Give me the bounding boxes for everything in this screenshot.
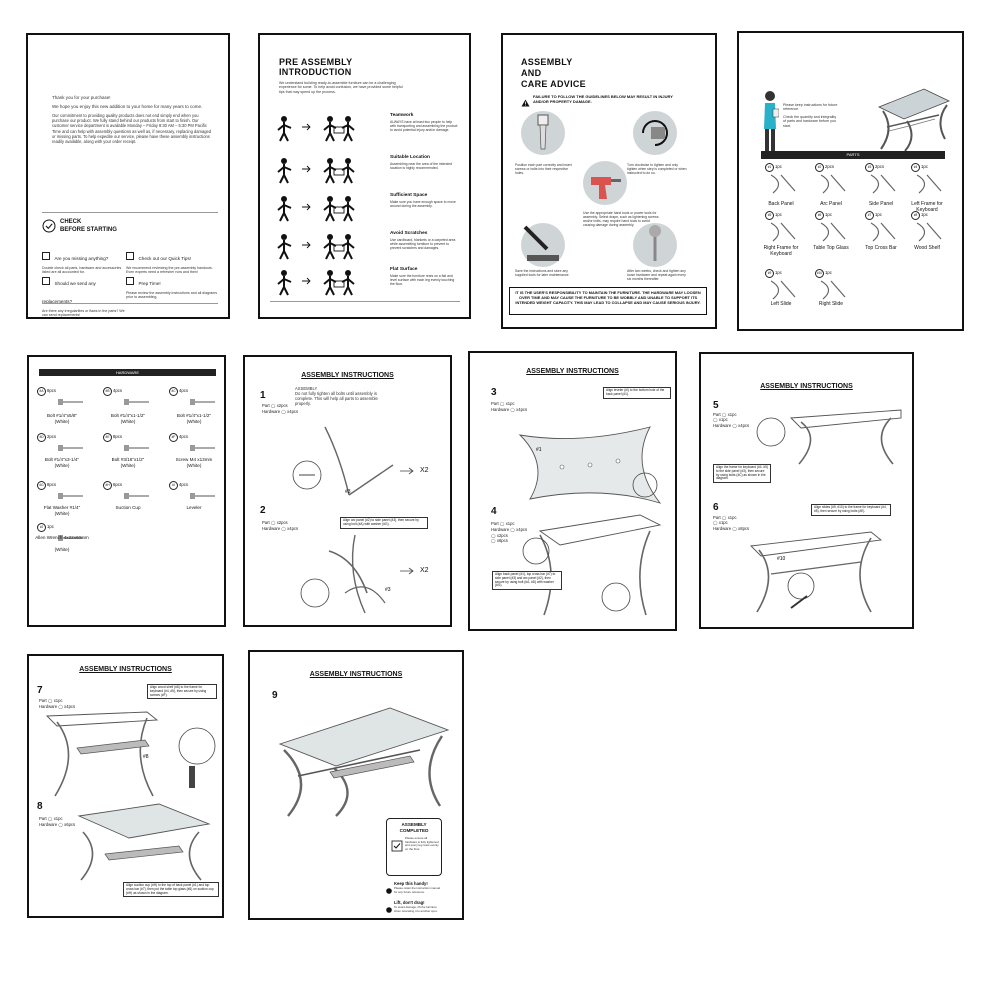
part-drawing-icon — [767, 173, 801, 195]
part-qty-text: 2pcs — [875, 164, 885, 169]
hardware-quantity — [169, 433, 188, 442]
hardware-sublabel: (White) — [186, 419, 202, 424]
part-drawing-icon — [817, 221, 851, 243]
warning-icon — [521, 94, 530, 102]
hardware-label: Allen Wrench 4x22x60mm — [35, 535, 89, 540]
divider — [42, 303, 218, 304]
finished-desk-illustration — [270, 702, 460, 818]
step-hardware: Hardware ◯ x4pcs — [39, 704, 76, 709]
checklist-item — [42, 272, 126, 318]
part-label: Side Panel — [868, 201, 894, 207]
part-quantity — [815, 163, 834, 172]
step-number: 3 — [491, 387, 497, 398]
hardware-badge-icon: ◯ x4pcs — [58, 704, 76, 709]
part-badge-icon: ◯ x1pc ◯ x1pc — [713, 412, 737, 423]
step-number: 5 — [713, 400, 719, 411]
part-quantity — [765, 269, 782, 278]
page-title: ASSEMBLY INSTRUCTIONS — [526, 368, 619, 375]
part-qty-text: 1pc — [775, 270, 782, 275]
tip-illustration-icon — [274, 113, 370, 143]
tip-row — [274, 231, 464, 265]
checklist-item-title: Check out our Quick Tips! — [138, 256, 192, 261]
part-quantity — [865, 211, 882, 220]
step-hardware: Hardware ◯ x8pcs — [713, 526, 750, 531]
hardware-quantity — [103, 433, 122, 442]
checklist-item-title: Prep Time! — [138, 281, 161, 286]
hardware-quantity — [37, 523, 54, 532]
hardware-qty-text: 4pcs — [179, 434, 189, 439]
step-8-diagram — [59, 802, 219, 882]
intro-line-1: Thank you for your purchase! — [52, 95, 111, 100]
page-title: ASSEMBLY INSTRUCTIONS — [79, 666, 172, 673]
part-code-badge: #5 — [765, 211, 774, 220]
part-quantity — [865, 163, 884, 172]
checkbox-icon — [42, 252, 50, 260]
part-label: Left Slide — [770, 301, 792, 307]
page-title: PRE ASSEMBLY — [279, 57, 353, 67]
hardware-quantity — [103, 481, 122, 490]
part-qty-text: 2pcs — [825, 164, 835, 169]
step-number: 9 — [272, 690, 278, 701]
part-badge-icon: ◯ x1pc ◯ x1pc — [713, 515, 737, 526]
part-badge-icon: ◯ x2pcs — [270, 403, 288, 408]
hardware-badge-icon: ◯ x4pcs — [281, 526, 299, 531]
checklist-item-body: Are there any irregularities or flaws in the parts? We can send replacements! — [42, 309, 125, 318]
care-tip-text: Turn clockwise to tighten and only tighten when step is completed or when instructed to do so. — [627, 163, 687, 176]
tip-illustration-icon — [274, 231, 370, 261]
hardware-sublabel: (White) — [120, 419, 136, 424]
quantity-x2: X2 — [420, 467, 429, 474]
part-label: Arc Panel — [820, 201, 842, 207]
part-quantity — [911, 211, 928, 220]
hardware-qty-text: 6pcs — [113, 482, 123, 487]
hardware-drawing-icon — [189, 491, 219, 501]
hardware-badge-icon: ◯ x4pcs ◯ x2pcs ◯ x6pcs — [491, 527, 528, 543]
divider — [42, 212, 218, 213]
step-4-diagram — [520, 511, 670, 623]
hardware-badge-icon: ◯ x8pcs — [732, 526, 750, 531]
part-qty-text: 1pc — [775, 212, 782, 217]
step-hardware: Hardware ◯ x4pcs ◯ x2pcs ◯ x6pcs — [491, 527, 528, 543]
checklist-item-title: Should we send any replacements? — [42, 281, 96, 304]
part-code-badge: #6 — [815, 211, 824, 220]
turn-icon — [631, 109, 679, 157]
svg-text:#8: #8 — [143, 754, 149, 760]
check-title: CHECK — [60, 219, 82, 225]
checklist-item-body: We recommend reviewing the pre-assembly handouts. Even experts need a refresher now and then! — [126, 266, 213, 275]
tip-body: Make sure you have enough space to move around during the assembly. — [390, 200, 456, 209]
hardware-label: Screw M4 x13mm — [175, 457, 213, 462]
tip-lift-title: Lift, don't drag! — [394, 900, 425, 905]
hardware-code-badge: #H — [103, 481, 112, 490]
part-quantity — [765, 211, 782, 220]
tip-title: Avoid Scratches — [390, 231, 428, 236]
note-check-quantity: Check the quantity and integrality of parts and hardware before you start. — [783, 115, 837, 128]
screw-icon — [519, 109, 567, 157]
step-7-callout: Align wood shelf (#8) to the frame for keyboard (#4, #5), then secure by using screws (#F). — [147, 684, 217, 699]
page-parts — [737, 31, 964, 331]
svg-text:#3: #3 — [385, 587, 391, 593]
step-number: 7 — [37, 685, 43, 696]
page-assembly-steps-1-2 — [243, 355, 452, 627]
step-number: 2 — [260, 505, 266, 516]
hardware-badge-icon: ◯ x4pcs — [732, 423, 750, 428]
part-code-badge: #9 — [765, 269, 774, 278]
hardware-bar: HARDWARE — [39, 369, 216, 376]
responsibility-notice: IT IS THE USER'S RESPONSIBILITY TO MAINTAIN THE FURNITURE. THE HARDWARE MAY LOOSEN OVER TIME AND MAY CAUSE THE FURNITURE TO BE WOBBLY AND UNABLE TO SUPPORT ITS INTENDED WEIGHT CAPACITY. THIS MAY LEAD TO COLLAPSE AND MAY CAUSE SERIOUS INJURY. — [509, 287, 707, 315]
hardware-qty-text: 2pcs — [47, 434, 57, 439]
step-parts: Part ◯ x1pc — [491, 521, 515, 526]
tip-row — [274, 193, 464, 227]
step-hardware: Hardware ◯ x4pcs — [262, 526, 299, 531]
tip-row — [274, 155, 464, 189]
hardware-quantity — [169, 481, 188, 490]
page-title: ASSEMBLY INSTRUCTIONS — [760, 383, 853, 390]
parts-bar: PARTS — [761, 151, 945, 159]
checkbox-icon — [42, 277, 50, 285]
checklist-item — [42, 247, 126, 275]
tip-row — [274, 113, 464, 147]
hardware-label: Leveler — [186, 505, 202, 510]
step-parts — [262, 403, 288, 409]
hardware-label: Hardware — [262, 409, 281, 414]
checklist-item — [126, 272, 218, 300]
page-title-line-2: AND — [521, 68, 542, 78]
part-badge-icon: ◯ x2pcs — [270, 520, 288, 525]
hardware-label: Flat Washer #1/4" — [43, 505, 81, 510]
svg-text:#1: #1 — [536, 447, 542, 453]
step-2-diagram — [285, 533, 445, 625]
part-badge-icon: ◯ x1pc — [499, 401, 515, 406]
step-5-diagram — [751, 408, 911, 466]
page-assembly-steps-5-6 — [699, 352, 914, 629]
step-number: 4 — [491, 506, 497, 517]
care-tip-text: Save the instructions and store any supplied tools for later maintenance. — [515, 269, 570, 278]
tip-body: Make sure the furniture rests on a flat and level surface with each leg evenly touching the floor. — [390, 274, 455, 287]
part-label: Top Cross Bar — [865, 245, 897, 251]
hardware-sublabel: (White) — [54, 463, 70, 468]
part-label: Right Slide — [818, 301, 844, 307]
checklist-item-body: Please review the assembly instructions and all diagrams prior to assembling. — [126, 291, 218, 300]
hardware-code-badge: #I — [169, 481, 178, 490]
hardware-sublabel: (White) — [120, 463, 136, 468]
care-tip-text: Position each part correctly and insert screws or bolts into their respective holes. — [515, 163, 572, 176]
part-quantity — [815, 269, 832, 278]
step-parts: Part ◯ x2pcs — [262, 520, 288, 525]
care-tip-text: After two weeks, check and tighten any loose hardware and repeat again every six months thereafter. — [627, 269, 686, 282]
part-drawing-icon — [913, 173, 947, 195]
hardware-drawing-icon — [123, 397, 153, 407]
parts-label: Part — [262, 403, 270, 408]
quantity-x2: X2 — [420, 567, 429, 574]
assembly-completed-box — [386, 818, 442, 876]
part-label: Table Top Glass — [813, 245, 849, 251]
page-title: ASSEMBLY INSTRUCTIONS — [309, 671, 403, 678]
hardware-code-badge: #C — [169, 387, 178, 396]
tip-body: Use cardboard, blankets or a carpeted area while assembling furniture to prevent to prevent scratches and damages. — [390, 238, 456, 251]
hardware-badge-icon: ◯ x4pcs — [510, 407, 528, 412]
hardware-qty-text: 1pc — [47, 524, 54, 529]
step-5-callout: Align the frame for keyboard (#4, #5) to the side panel (#3), then secure by using bolts (#C) as shown in the diagram. — [713, 464, 771, 483]
part-code-badge: #10 — [815, 269, 824, 278]
step-2-callout: Align arc panel (#2) to side panel (#3), then secure by using bolt (#A) with washer (#G). — [340, 517, 428, 529]
page-title: ASSEMBLY — [521, 57, 573, 67]
step-number: 6 — [713, 502, 719, 513]
tip-title: Suitable Location — [390, 155, 430, 160]
hardware-qty-text: 8pcs — [47, 482, 57, 487]
page-assembly-steps-3-4 — [468, 351, 677, 631]
part-label: Right Frame for Keyboard — [763, 245, 799, 257]
tip-illustration-icon — [274, 155, 370, 185]
tip-keep-handy-body: Please retain the instruction manual for any future reference. — [394, 886, 440, 894]
hardware-label: Bolt #1/4"x3-1/4" — [44, 457, 80, 462]
part-drawing-icon — [767, 221, 801, 243]
tip-lift-body: To avoid damage, lift the furniture when relocating it to another spot. — [394, 905, 438, 913]
note-keep-instructions: Please keep instructions for future reference. — [783, 103, 838, 112]
wrench-icon — [519, 221, 567, 269]
page-title-line-2: INTRODUCTION — [279, 67, 352, 77]
part-code-badge: #3 — [865, 163, 874, 172]
step-1-diagram — [285, 417, 445, 509]
step-6-callout: Align slides (#9, #10) to the frame for keyboard (#4, #5), then secure by using bolts (#E). — [811, 504, 891, 516]
tip-title: Teamwork — [390, 113, 414, 118]
hardware-qty-text: 4pcs — [113, 388, 123, 393]
step-hardware — [262, 409, 298, 415]
check-circle-icon — [42, 219, 56, 233]
part-badge-icon: ◯ x1pc — [47, 816, 63, 821]
hardware-code-badge: #A — [37, 387, 46, 396]
hardware-code-badge: #J — [37, 523, 46, 532]
drill-icon — [581, 159, 629, 207]
divider — [270, 301, 460, 302]
part-qty-text: 1pc — [921, 164, 928, 169]
part-code-badge: #1 — [765, 163, 774, 172]
hardware-quantity — [103, 387, 122, 396]
step-hardware: Hardware ◯ x6pcs — [39, 822, 76, 827]
page-hardware — [27, 355, 226, 627]
step-parts: Part ◯ x1pc — [491, 401, 515, 406]
page-assembly-steps-7-8 — [27, 654, 224, 918]
part-code-badge: #2 — [815, 163, 824, 172]
hardware-drawing-icon — [189, 443, 219, 453]
part-code-badge: #8 — [911, 211, 920, 220]
tip-title: Flat Surface — [390, 267, 418, 272]
hardware-drawing-icon — [189, 397, 219, 407]
step-3-diagram — [510, 405, 675, 505]
part-drawing-icon — [913, 221, 947, 243]
hardware-code-badge: #B — [103, 387, 112, 396]
part-drawing-icon — [767, 279, 801, 301]
part-drawing-icon — [817, 173, 851, 195]
part-qty-text: 1pc — [921, 212, 928, 217]
page-assembly-step-9 — [248, 650, 464, 920]
tip-row — [274, 267, 464, 301]
page-care-advice — [501, 33, 717, 329]
intro-line-2: We hope you enjoy this new addition to your home for many years to come. — [52, 104, 203, 109]
hardware-quantity — [37, 387, 56, 396]
hardware-qty-text: 8pcs — [113, 434, 123, 439]
intro-paragraph: Our commitment to providing quality products does not end simply end when you purchase our product. We fully stand behind our products from start to finish. Our customer service department is available Monday – Friday 8:30 AM – 5:30 PM Pacific Time and can help with assembly questions as well as, if necessary, replacing damaged or missing parts. To help expedite our service, please have these assembly instructions readily available, along with your order receipt. — [52, 113, 212, 145]
part-code-badge: #4 — [911, 163, 920, 172]
tip-body: Assembling near the area of the intended location is highly recommended. — [390, 162, 453, 171]
step-1-text: ASSEMBLY Do not fully tighten all bolts until assembly is complete. This will help all parts to assemble properly. — [295, 386, 378, 406]
completed-text: Please ensure all hardware is fully tightened and every leg rests evenly on the floor. — [405, 836, 439, 851]
tip-title: Sufficient Space — [390, 193, 428, 198]
step-hardware: Hardware ◯ x4pcs — [491, 407, 528, 412]
step-3-callout: Align leveler (#I) to the bottom hole of the back panel (#1). — [603, 387, 671, 399]
hardware-drawing-icon — [57, 397, 87, 407]
part-quantity — [765, 163, 782, 172]
hardware-drawing-icon — [123, 491, 153, 501]
part-qty-text: 1pc — [875, 212, 882, 217]
hardware-code-badge: #D — [37, 433, 46, 442]
part-drawing-icon — [867, 221, 901, 243]
tip-illustration-icon — [274, 193, 370, 223]
step-6-diagram — [731, 516, 906, 616]
desk-illustration — [869, 81, 951, 153]
part-drawing-icon — [817, 279, 851, 301]
step-number: 8 — [37, 801, 43, 812]
check-icon — [631, 221, 679, 269]
hardware-label: Bolt #1/4"x5/8" — [46, 413, 78, 418]
step-7-diagram — [37, 708, 222, 800]
check-subtitle: BEFORE STARTING — [60, 227, 117, 233]
step-4-callout: Align back panel (#1), top cross bar (#7) to side panel (#3) and arc panel (#2), then secure by using bolt (#A, #D) with washer (#G). — [492, 571, 562, 590]
checklist-item — [126, 247, 218, 275]
hardware-label: Bolt #3/16"x1/2" — [111, 457, 145, 462]
check-circle-icon — [391, 839, 403, 851]
hardware-label: Bolt #1/4"x1-1/2" — [110, 413, 146, 418]
hardware-sublabel: (White) — [54, 547, 70, 552]
part-quantity — [815, 211, 832, 220]
checkbox-icon — [126, 277, 134, 285]
part-qty-text: 1pc — [825, 270, 832, 275]
checklist-item-body: Double check all parts, hardware and accessories listed are all accounted for. — [42, 266, 122, 275]
hardware-sublabel: (White) — [54, 511, 70, 516]
warning-text: FAILURE TO FOLLOW THE GUIDELINES BELOW MAY RESULT IN INJURY AND/OR PROPERTY DAMAGE. — [533, 94, 673, 104]
step-parts: Part ◯ x1pc — [39, 698, 63, 703]
part-drawing-icon — [867, 173, 901, 195]
hardware-badge-icon: ◯ x4pcs — [281, 409, 299, 414]
hardware-code-badge: #F — [169, 433, 178, 442]
page-pre-assembly — [258, 33, 471, 319]
svg-text:#3: #3 — [345, 489, 351, 495]
info-icon — [386, 900, 392, 906]
hardware-sublabel: (White) — [54, 419, 70, 424]
step-parts: Part ◯ x1pc ◯ x1pc — [713, 515, 737, 526]
hardware-qty-text: 4pcs — [179, 482, 189, 487]
hardware-quantity — [37, 433, 56, 442]
svg-text:#10: #10 — [777, 556, 786, 562]
part-badge-icon: ◯ x1pc — [499, 521, 515, 526]
step-parts: Part ◯ x1pc ◯ x1pc — [713, 412, 737, 423]
part-label: Left Frame for Keyboard — [911, 201, 943, 213]
hardware-drawing-icon — [57, 491, 87, 501]
step-number: 1 — [260, 390, 266, 401]
part-qty-text: 1pc — [775, 164, 782, 169]
part-qty-text: 1pc — [825, 212, 832, 217]
hardware-code-badge: #E — [103, 433, 112, 442]
tip-illustration-icon — [274, 267, 370, 297]
hardware-code-badge: #G — [37, 481, 46, 490]
hardware-quantity — [169, 387, 188, 396]
completed-title: ASSEMBLY COMPLETED — [399, 822, 429, 833]
page-title-line-3: CARE ADVICE — [521, 79, 586, 89]
hardware-quantity — [37, 481, 56, 490]
page-title: ASSEMBLY INSTRUCTIONS — [301, 372, 394, 379]
hardware-qty-text: 4pcs — [179, 388, 189, 393]
tip-keep-handy-title: Keep this handy! — [394, 881, 428, 886]
intro-text: We understand building ready-to-assemble furniture can be a challenging experience for some. To help avoid confusion, we have provided some helpful tips that may speed up the process. — [279, 81, 403, 94]
step-parts: Part ◯ x1pc — [39, 816, 63, 821]
hardware-sublabel: (White) — [186, 463, 202, 468]
care-tip-text: Use the appropriate hand tools or power tools for assembly. Select drape, such as lightening screws and/or bolts, may require hand tools to avoid causing damage during assembly. — [583, 211, 659, 228]
tip-body: ALWAYS have at least two people to help with transporting and assembling the product to avoid potential injury and/or damage. — [390, 120, 458, 133]
hardware-drawing-icon — [123, 443, 153, 453]
part-label: Wood Shelf — [914, 245, 940, 251]
info-icon — [386, 881, 392, 887]
page-thank-you — [26, 33, 230, 319]
part-quantity — [911, 163, 928, 172]
step-hardware: Hardware ◯ x4pcs — [713, 423, 750, 428]
part-badge-icon: ◯ x1pc — [47, 698, 63, 703]
hardware-drawing-icon — [57, 443, 87, 453]
hardware-label: Suction Cup — [115, 505, 141, 510]
hardware-badge-icon: ◯ x6pcs — [58, 822, 76, 827]
part-label: Back Panel — [768, 201, 794, 207]
part-code-badge: #7 — [865, 211, 874, 220]
checklist-item-title: Are you missing anything? — [54, 256, 109, 261]
step-8-callout: Align suction cup (#H) to the top of back panel (#1) and top cross bar (#7), then put the table top glass (#6) on suction cup (#H) as shown in the diagram. — [123, 882, 219, 897]
hardware-qty-text: 8pcs — [47, 388, 57, 393]
hardware-label: Bolt #1/4"x1-1/2" — [176, 413, 212, 418]
checkbox-icon — [126, 252, 134, 260]
